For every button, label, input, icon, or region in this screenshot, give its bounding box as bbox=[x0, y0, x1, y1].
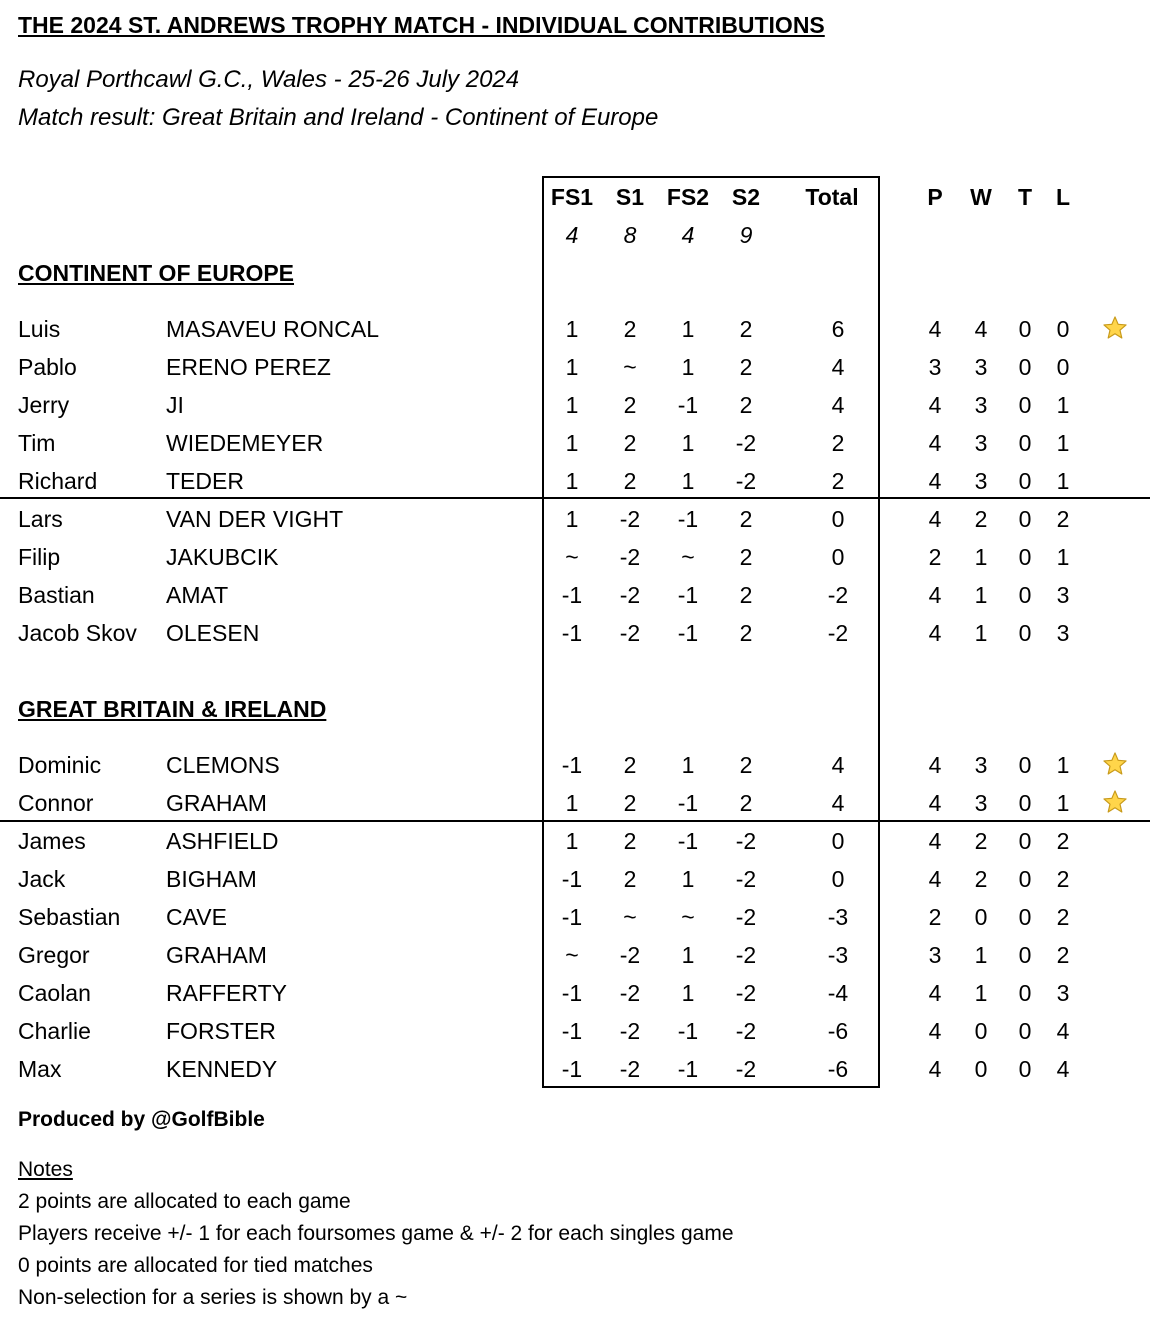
series-count-s2: 9 bbox=[739, 222, 753, 248]
star-icon bbox=[1102, 746, 1130, 784]
table-row bbox=[0, 310, 1164, 348]
cell-total: 0 bbox=[831, 506, 845, 532]
cell-l: 3 bbox=[1056, 620, 1070, 646]
player-last-name: CAVE bbox=[166, 904, 227, 930]
cell-s2: 2 bbox=[739, 506, 753, 532]
cell-t: 0 bbox=[1018, 354, 1032, 380]
player-last-name: BIGHAM bbox=[166, 866, 257, 892]
cell-fs1: -1 bbox=[561, 1018, 583, 1044]
table-row bbox=[0, 386, 1164, 424]
cell-p: 3 bbox=[928, 942, 942, 968]
player-last-name: JAKUBCIK bbox=[166, 544, 279, 570]
cell-w: 2 bbox=[974, 506, 988, 532]
cell-s2: -2 bbox=[735, 904, 757, 930]
cell-total: -4 bbox=[827, 980, 849, 1006]
cell-p: 3 bbox=[928, 354, 942, 380]
cell-s2: 2 bbox=[739, 544, 753, 570]
cell-s1: -2 bbox=[619, 980, 641, 1006]
cell-w: 1 bbox=[974, 980, 988, 1006]
cell-fs1: 1 bbox=[565, 790, 579, 816]
player-last-name: MASAVEU RONCAL bbox=[166, 316, 380, 342]
cell-fs2: ~ bbox=[681, 544, 695, 570]
cell-p: 4 bbox=[928, 316, 942, 342]
page-title: THE 2024 ST. ANDREWS TROPHY MATCH - INDIVIDUAL CONTRIBUTIONS bbox=[18, 12, 825, 38]
player-first-name: James bbox=[18, 828, 86, 854]
cell-p: 4 bbox=[928, 1018, 942, 1044]
cell-fs2: 1 bbox=[681, 866, 695, 892]
cell-l: 0 bbox=[1056, 316, 1070, 342]
cell-total: -3 bbox=[827, 942, 849, 968]
player-first-name: Caolan bbox=[18, 980, 91, 1006]
player-first-name: Max bbox=[18, 1056, 62, 1082]
series-count-fs2: 4 bbox=[681, 222, 695, 248]
player-first-name: Jacob Skov bbox=[18, 620, 137, 646]
cell-t: 0 bbox=[1018, 620, 1032, 646]
cell-t: 0 bbox=[1018, 392, 1032, 418]
cell-t: 0 bbox=[1018, 1056, 1032, 1082]
cell-p: 4 bbox=[928, 752, 942, 778]
col-header-total: Total bbox=[805, 184, 859, 210]
cell-fs1: -1 bbox=[561, 866, 583, 892]
table-row bbox=[0, 746, 1164, 784]
cell-p: 2 bbox=[928, 544, 942, 570]
cell-fs1: -1 bbox=[561, 904, 583, 930]
cell-t: 0 bbox=[1018, 316, 1032, 342]
section-heading-europe: CONTINENT OF EUROPE bbox=[18, 260, 295, 286]
player-last-name: CLEMONS bbox=[166, 752, 280, 778]
cell-fs1: -1 bbox=[561, 582, 583, 608]
cell-s2: 2 bbox=[739, 354, 753, 380]
series-count-fs1: 4 bbox=[565, 222, 579, 248]
venue-line: Royal Porthcawl G.C., Wales - 25-26 July 2024 bbox=[18, 66, 520, 93]
cell-l: 1 bbox=[1056, 468, 1070, 494]
cell-total: -2 bbox=[827, 620, 849, 646]
cell-fs1: ~ bbox=[565, 942, 579, 968]
cell-l: 3 bbox=[1056, 980, 1070, 1006]
note-line: Players receive +/- 1 for each foursomes game & +/- 2 for each singles game bbox=[18, 1222, 734, 1245]
cell-t: 0 bbox=[1018, 468, 1032, 494]
cell-s2: -2 bbox=[735, 430, 757, 456]
cell-w: 3 bbox=[974, 392, 988, 418]
cell-s2: -2 bbox=[735, 942, 757, 968]
cell-p: 4 bbox=[928, 1056, 942, 1082]
cell-s1: 2 bbox=[623, 392, 637, 418]
player-last-name: OLESEN bbox=[166, 620, 260, 646]
cell-s2: -2 bbox=[735, 468, 757, 494]
cell-p: 4 bbox=[928, 468, 942, 494]
cell-s2: 2 bbox=[739, 752, 753, 778]
result-line: Match result: Great Britain and Ireland - Continent of Europe bbox=[18, 104, 659, 131]
table-row bbox=[0, 784, 1164, 822]
col-header-p: P bbox=[927, 184, 943, 210]
cell-s1: 2 bbox=[623, 430, 637, 456]
player-last-name: GRAHAM bbox=[166, 942, 267, 968]
player-first-name: Dominic bbox=[18, 752, 102, 778]
cell-s1: ~ bbox=[623, 354, 637, 380]
cell-total: -6 bbox=[827, 1018, 849, 1044]
cell-fs1: 1 bbox=[565, 506, 579, 532]
cell-fs1: 1 bbox=[565, 468, 579, 494]
cell-t: 0 bbox=[1018, 752, 1032, 778]
cell-s1: 2 bbox=[623, 468, 637, 494]
player-last-name: RAFFERTY bbox=[166, 980, 287, 1006]
cell-fs2: 1 bbox=[681, 468, 695, 494]
cell-fs1: 1 bbox=[565, 316, 579, 342]
cell-p: 2 bbox=[928, 904, 942, 930]
cell-p: 4 bbox=[928, 866, 942, 892]
star-icon bbox=[1102, 784, 1130, 822]
cell-s1: -2 bbox=[619, 582, 641, 608]
cell-fs2: -1 bbox=[677, 1056, 699, 1082]
cell-p: 4 bbox=[928, 430, 942, 456]
cell-l: 4 bbox=[1056, 1056, 1070, 1082]
col-header-fs2: FS2 bbox=[666, 184, 710, 210]
cell-total: 2 bbox=[831, 430, 845, 456]
cell-fs2: 1 bbox=[681, 316, 695, 342]
divider-europe bbox=[0, 497, 1150, 499]
cell-w: 1 bbox=[974, 544, 988, 570]
player-first-name: Richard bbox=[18, 468, 98, 494]
cell-s2: 2 bbox=[739, 392, 753, 418]
cell-t: 0 bbox=[1018, 582, 1032, 608]
cell-fs2: -1 bbox=[677, 1018, 699, 1044]
table-row bbox=[0, 538, 1164, 576]
divider-gbi bbox=[0, 820, 1150, 822]
cell-t: 0 bbox=[1018, 866, 1032, 892]
player-last-name: ASHFIELD bbox=[166, 828, 279, 854]
note-line: 0 points are allocated for tied matches bbox=[18, 1254, 373, 1277]
cell-p: 4 bbox=[928, 392, 942, 418]
cell-l: 1 bbox=[1056, 430, 1070, 456]
cell-total: -2 bbox=[827, 582, 849, 608]
cell-fs2: -1 bbox=[677, 620, 699, 646]
star-icon bbox=[1102, 310, 1130, 348]
table-row bbox=[0, 974, 1164, 1012]
cell-total: 4 bbox=[831, 354, 845, 380]
cell-fs2: 1 bbox=[681, 430, 695, 456]
cell-t: 0 bbox=[1018, 544, 1032, 570]
series-count-s1: 8 bbox=[623, 222, 637, 248]
cell-s2: -2 bbox=[735, 1018, 757, 1044]
player-first-name: Sebastian bbox=[18, 904, 121, 930]
cell-w: 3 bbox=[974, 468, 988, 494]
cell-fs1: 1 bbox=[565, 430, 579, 456]
player-first-name: Jerry bbox=[18, 392, 70, 418]
cell-l: 4 bbox=[1056, 1018, 1070, 1044]
player-first-name: Tim bbox=[18, 430, 56, 456]
cell-total: 4 bbox=[831, 752, 845, 778]
cell-fs2: 1 bbox=[681, 752, 695, 778]
cell-fs2: -1 bbox=[677, 582, 699, 608]
cell-s1: 2 bbox=[623, 828, 637, 854]
cell-l: 0 bbox=[1056, 354, 1070, 380]
cell-fs1: -1 bbox=[561, 980, 583, 1006]
cell-s2: 2 bbox=[739, 582, 753, 608]
cell-total: -3 bbox=[827, 904, 849, 930]
player-first-name: Luis bbox=[18, 316, 61, 342]
cell-total: 6 bbox=[831, 316, 845, 342]
player-first-name: Pablo bbox=[18, 354, 77, 380]
cell-fs1: -1 bbox=[561, 620, 583, 646]
cell-s2: 2 bbox=[739, 790, 753, 816]
cell-s1: 2 bbox=[623, 790, 637, 816]
table-row bbox=[0, 822, 1164, 860]
cell-l: 2 bbox=[1056, 942, 1070, 968]
player-first-name: Lars bbox=[18, 506, 63, 532]
cell-l: 3 bbox=[1056, 582, 1070, 608]
cell-t: 0 bbox=[1018, 430, 1032, 456]
cell-w: 4 bbox=[974, 316, 988, 342]
cell-fs1: ~ bbox=[565, 544, 579, 570]
cell-w: 1 bbox=[974, 582, 988, 608]
table-row bbox=[0, 348, 1164, 386]
cell-total: 0 bbox=[831, 866, 845, 892]
cell-w: 3 bbox=[974, 790, 988, 816]
cell-fs2: -1 bbox=[677, 828, 699, 854]
cell-fs2: 1 bbox=[681, 980, 695, 1006]
cell-p: 4 bbox=[928, 620, 942, 646]
table-row bbox=[0, 1050, 1164, 1088]
player-last-name: JI bbox=[166, 392, 184, 418]
cell-s1: -2 bbox=[619, 1056, 641, 1082]
cell-total: 0 bbox=[831, 544, 845, 570]
col-header-fs1: FS1 bbox=[550, 184, 594, 210]
table-row bbox=[0, 576, 1164, 614]
cell-p: 4 bbox=[928, 828, 942, 854]
cell-s1: 2 bbox=[623, 316, 637, 342]
cell-w: 0 bbox=[974, 1056, 988, 1082]
player-last-name: VAN DER VIGHT bbox=[166, 506, 344, 532]
cell-s1: ~ bbox=[623, 904, 637, 930]
cell-p: 4 bbox=[928, 790, 942, 816]
cell-l: 2 bbox=[1056, 866, 1070, 892]
cell-w: 3 bbox=[974, 354, 988, 380]
cell-l: 2 bbox=[1056, 904, 1070, 930]
cell-s1: 2 bbox=[623, 866, 637, 892]
produced-by: Produced by @GolfBible bbox=[18, 1108, 265, 1131]
note-line: 2 points are allocated to each game bbox=[18, 1190, 351, 1213]
table-row bbox=[0, 424, 1164, 462]
cell-l: 1 bbox=[1056, 544, 1070, 570]
player-first-name: Connor bbox=[18, 790, 94, 816]
cell-fs1: 1 bbox=[565, 354, 579, 380]
cell-s1: -2 bbox=[619, 506, 641, 532]
col-header-s1: S1 bbox=[615, 184, 645, 210]
cell-l: 1 bbox=[1056, 752, 1070, 778]
cell-l: 1 bbox=[1056, 392, 1070, 418]
cell-t: 0 bbox=[1018, 506, 1032, 532]
cell-total: 0 bbox=[831, 828, 845, 854]
cell-total: 4 bbox=[831, 392, 845, 418]
cell-fs1: 1 bbox=[565, 392, 579, 418]
cell-p: 4 bbox=[928, 506, 942, 532]
player-first-name: Charlie bbox=[18, 1018, 91, 1044]
cell-fs1: 1 bbox=[565, 828, 579, 854]
cell-t: 0 bbox=[1018, 942, 1032, 968]
cell-s1: -2 bbox=[619, 544, 641, 570]
cell-s1: -2 bbox=[619, 1018, 641, 1044]
cell-fs1: -1 bbox=[561, 752, 583, 778]
cell-fs2: -1 bbox=[677, 392, 699, 418]
player-last-name: TEDER bbox=[166, 468, 244, 494]
cell-fs2: ~ bbox=[681, 904, 695, 930]
cell-w: 3 bbox=[974, 430, 988, 456]
player-last-name: KENNEDY bbox=[166, 1056, 278, 1082]
player-first-name: Filip bbox=[18, 544, 61, 570]
cell-s1: -2 bbox=[619, 620, 641, 646]
cell-s2: -2 bbox=[735, 828, 757, 854]
section-heading-gbi: GREAT BRITAIN & IRELAND bbox=[18, 696, 327, 722]
cell-fs2: 1 bbox=[681, 354, 695, 380]
player-first-name: Bastian bbox=[18, 582, 95, 608]
table-row bbox=[0, 898, 1164, 936]
player-last-name: GRAHAM bbox=[166, 790, 267, 816]
table-row bbox=[0, 860, 1164, 898]
cell-s2: -2 bbox=[735, 980, 757, 1006]
cell-fs2: -1 bbox=[677, 506, 699, 532]
cell-total: 2 bbox=[831, 468, 845, 494]
table-row bbox=[0, 500, 1164, 538]
table-row bbox=[0, 462, 1164, 500]
player-first-name: Jack bbox=[18, 866, 66, 892]
cell-fs2: -1 bbox=[677, 790, 699, 816]
cell-t: 0 bbox=[1018, 1018, 1032, 1044]
cell-s2: -2 bbox=[735, 1056, 757, 1082]
player-last-name: WIEDEMEYER bbox=[166, 430, 324, 456]
cell-t: 0 bbox=[1018, 828, 1032, 854]
cell-l: 2 bbox=[1056, 828, 1070, 854]
player-last-name: AMAT bbox=[166, 582, 229, 608]
cell-w: 2 bbox=[974, 866, 988, 892]
cell-s2: 2 bbox=[739, 316, 753, 342]
cell-t: 0 bbox=[1018, 790, 1032, 816]
table-row bbox=[0, 614, 1164, 652]
cell-s2: 2 bbox=[739, 620, 753, 646]
cell-fs1: -1 bbox=[561, 1056, 583, 1082]
cell-w: 1 bbox=[974, 942, 988, 968]
cell-p: 4 bbox=[928, 980, 942, 1006]
col-header-l: L bbox=[1055, 184, 1071, 210]
col-header-w: W bbox=[970, 184, 992, 210]
cell-total: -6 bbox=[827, 1056, 849, 1082]
player-first-name: Gregor bbox=[18, 942, 90, 968]
player-last-name: FORSTER bbox=[166, 1018, 276, 1044]
cell-s1: -2 bbox=[619, 942, 641, 968]
cell-l: 1 bbox=[1056, 790, 1070, 816]
notes-heading: Notes bbox=[18, 1158, 73, 1181]
cell-t: 0 bbox=[1018, 904, 1032, 930]
cell-w: 1 bbox=[974, 620, 988, 646]
cell-p: 4 bbox=[928, 582, 942, 608]
cell-s2: -2 bbox=[735, 866, 757, 892]
cell-w: 0 bbox=[974, 1018, 988, 1044]
col-header-s2: S2 bbox=[731, 184, 761, 210]
player-last-name: ERENO PEREZ bbox=[166, 354, 331, 380]
cell-w: 2 bbox=[974, 828, 988, 854]
cell-t: 0 bbox=[1018, 980, 1032, 1006]
note-line: Non-selection for a series is shown by a ~ bbox=[18, 1286, 408, 1309]
cell-total: 4 bbox=[831, 790, 845, 816]
cell-w: 3 bbox=[974, 752, 988, 778]
cell-w: 0 bbox=[974, 904, 988, 930]
col-header-t: T bbox=[1017, 184, 1033, 210]
cell-fs2: 1 bbox=[681, 942, 695, 968]
cell-l: 2 bbox=[1056, 506, 1070, 532]
table-row bbox=[0, 1012, 1164, 1050]
cell-s1: 2 bbox=[623, 752, 637, 778]
table-row bbox=[0, 936, 1164, 974]
